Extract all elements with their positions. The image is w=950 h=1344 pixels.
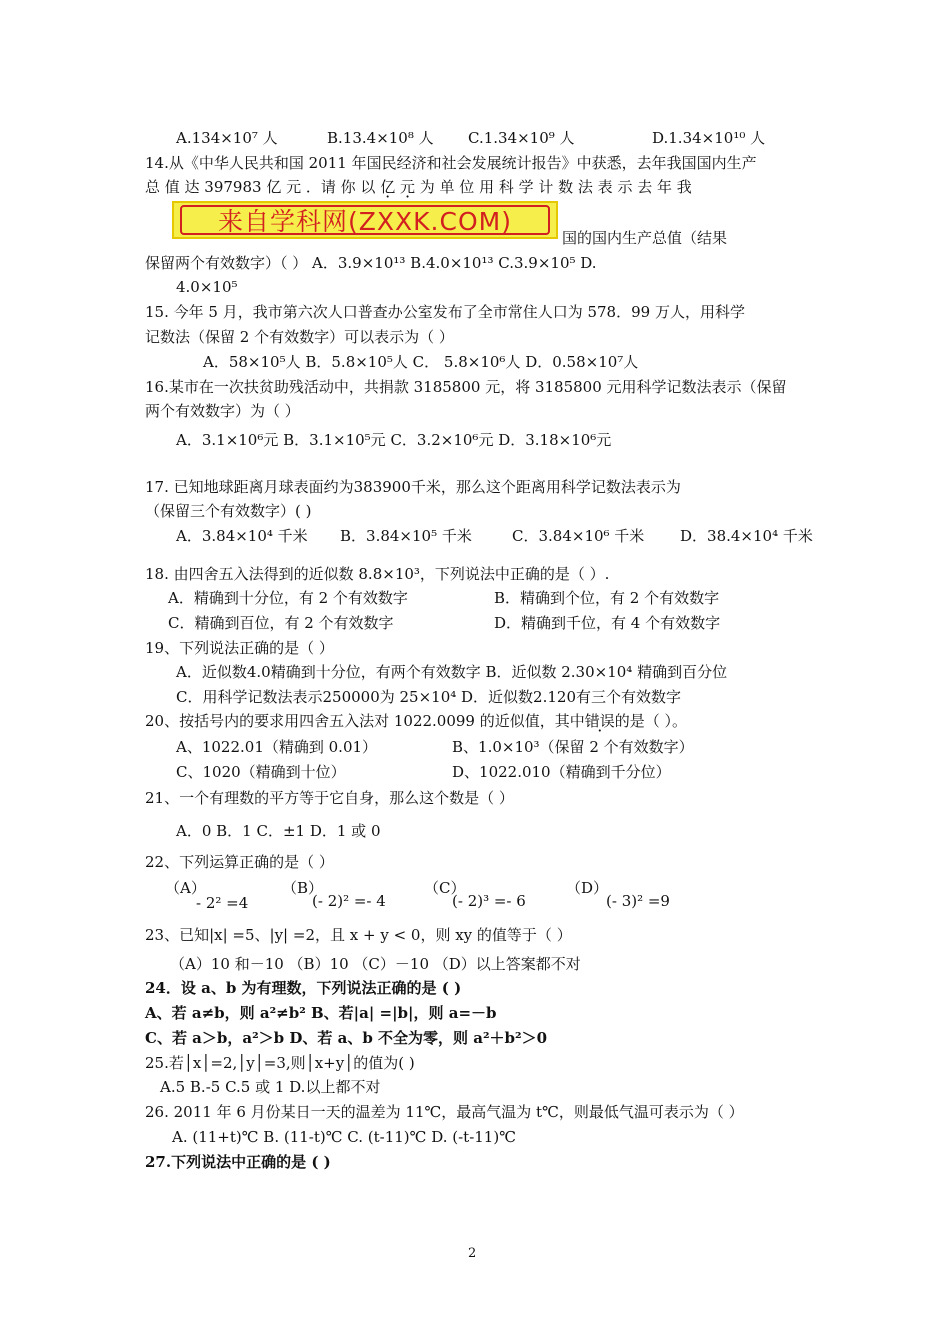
q18-option-a: A．精确到十分位，有 2 个有效数字 xyxy=(168,589,408,607)
q20-emphasis-wrong: 错误 xyxy=(584,712,615,730)
q18-option-b: B．精确到个位，有 2 个有效数字 xyxy=(494,589,720,607)
q22-option-b-expr: (- 2)² =- 4 xyxy=(312,892,386,910)
q14-line4: 保留两个有效数字）（ ） A．3.9×10¹³ B.4.0×10¹³ C.3.9×10⁵ D. xyxy=(145,254,597,272)
q17-option-b: B．3.84×10⁵ 千米 xyxy=(340,527,472,545)
q27-line1: 27.下列说法中正确的是 ( ) xyxy=(145,1153,331,1171)
q25-line1: 25.若│x│=2,│y│=3,则│x+y│的值为( ) xyxy=(145,1054,415,1072)
q21-options: A．0 B．1 C．±1 D．1 或 0 xyxy=(176,822,381,840)
q15-line1: 15. 今年 5 月，我市第六次人口普查办公室发布了全市常住人口为 578．99 万人，用科学 xyxy=(145,303,745,321)
q14-emphasis-yi: 亿 xyxy=(380,178,396,196)
q22-option-a-label: （A） xyxy=(165,879,206,897)
q20-option-c: C、1020（精确到十位） xyxy=(176,763,346,781)
q22-option-d-expr: (- 3)² =9 xyxy=(606,892,670,910)
q18-option-d: D．精确到千位，有 4 个有效数字 xyxy=(494,614,721,632)
q13-option-c: C.1.34×10⁹ 人 xyxy=(468,129,575,147)
q23-options: （A）10 和－10 （B）10 （C）－10 （D）以上答案都不对 xyxy=(170,955,581,973)
q18-option-c: C．精确到百位，有 2 个有效数字 xyxy=(168,614,394,632)
q17-option-d: D．38.4×10⁴ 千米 xyxy=(680,527,813,545)
watermark-banner xyxy=(172,201,558,239)
q13-option-d: D.1.34×10¹⁰ 人 xyxy=(652,129,766,147)
q14-line2-pre: 总 值 达 397983 亿 元 ．请 你 以 xyxy=(145,178,381,196)
q22-line1: 22、下列运算正确的是（ ） xyxy=(145,853,334,871)
q18-line1: 18. 由四舍五入法得到的近似数 8.8×10³，下列说法中正确的是（ ）. xyxy=(145,565,610,583)
q17-option-a: A．3.84×10⁴ 千米 xyxy=(176,527,308,545)
q19-options-cd: C．用科学记数法表示250000为 25×10⁴ D．近似数2.120有三个有效数字 xyxy=(176,688,681,706)
q20-option-a: A、1022.01（精确到 0.01） xyxy=(176,738,378,756)
q24-options-cd: C、若 a＞b，a²＞b D、若 a、b 不全为零，则 a²＋b²＞0 xyxy=(145,1029,548,1047)
q22-option-b-label: （B） xyxy=(282,879,324,897)
q14-line2 xyxy=(145,177,692,197)
q20-option-b: B、1.0×10³（保留 2 个有效数字） xyxy=(452,738,694,756)
q26-line1: 26. 2011 年 6 月份某日一天的温差为 11℃，最高气温为 t℃，则最低气温可表示为（ ） xyxy=(145,1103,744,1121)
q24-line1: 24．设 a、b 为有理数，下列说法正确的是 ( ) xyxy=(145,979,462,997)
q14-line1: 14.从《中华人民共和国 2011 年国民经济和社会发展统计报告》中获悉，去年我国国内生产 xyxy=(145,154,757,172)
q20-line1-post: 的是（ ）。 xyxy=(614,712,688,730)
q16-options: A．3.1×10⁶元 B．3.1×10⁵元 C．3.2×10⁶元 D．3.18×10⁶元 xyxy=(176,431,612,449)
q25-options: A.5 B.-5 C.5 或 1 D.以上都不对 xyxy=(160,1078,381,1096)
q14-line5: 4.0×10⁵ xyxy=(176,278,238,296)
q23-line1: 23、已知|x| =5、|y| =2，且 x + y < 0，则 xy 的值等于（ ） xyxy=(145,926,572,944)
q17-option-c: C．3.84×10⁶ 千米 xyxy=(512,527,645,545)
q22-option-d-label: （D） xyxy=(566,879,609,897)
q20-line1 xyxy=(145,711,687,731)
q17-line1: 17. 已知地球距离月球表面约为383900千米，那么这个距离用科学记数法表示为 xyxy=(145,478,681,496)
q16-line1: 16.某市在一次扶贫助残活动中，共捐款 3185800 元，将 3185800 元用科学记数法表示（保留 xyxy=(145,378,787,396)
q20-option-d: D、1022.010（精确到千分位） xyxy=(452,763,671,781)
q16-line2: 两个有效数字）为（ ） xyxy=(145,402,300,420)
q14-emphasis-yuan: 元 xyxy=(399,178,415,196)
q22-option-a-expr: - 2² =4 xyxy=(196,894,249,912)
q20-line1-pre: 20、按括号内的要求用四舍五入法对 1022.0099 的近似值，其中 xyxy=(145,712,585,730)
q14-line2-post: 为 单 位 用 科 学 计 数 法 表 示 去 年 我 xyxy=(415,178,692,196)
q13-option-b: B.13.4×10⁸ 人 xyxy=(327,129,434,147)
q26-options: A. (11+t)℃ B. (11-t)℃ C. (t-11)℃ D. (-t-11)℃ xyxy=(172,1128,516,1146)
q19-options-ab: A．近似数4.0精确到十分位，有两个有效数字 B．近似数 2.30×10⁴ 精确到百分位 xyxy=(176,663,728,681)
q14-line3: 国的国内生产总值（结果 xyxy=(562,229,728,247)
q19-line1: 19、下列说法正确的是（ ） xyxy=(145,639,334,657)
q22-option-c-expr: (- 2)³ =- 6 xyxy=(452,892,526,910)
q17-line2: （保留三个有效数字）( ) xyxy=(145,502,312,520)
q24-options-ab: A、若 a≠b，则 a²≠b² B、若|a| =|b|，则 a=－b xyxy=(145,1004,497,1022)
q22-option-c-label: （C） xyxy=(424,879,466,897)
q15-options: A．58×10⁵人 B．5.8×10⁵人 C． 5.8×10⁶人 D．0.58×10⁷人 xyxy=(203,353,639,371)
q15-line2: 记数法（保留 2 个有效数字）可以表示为（ ） xyxy=(145,328,454,346)
watermark-banner-text: 来自学科网(ZXXK.COM) xyxy=(180,205,550,235)
q21-line1: 21、一个有理数的平方等于它自身，那么这个数是（ ） xyxy=(145,789,514,807)
page-number: 2 xyxy=(468,1246,477,1261)
q13-option-a: A.134×10⁷ 人 xyxy=(176,129,278,147)
